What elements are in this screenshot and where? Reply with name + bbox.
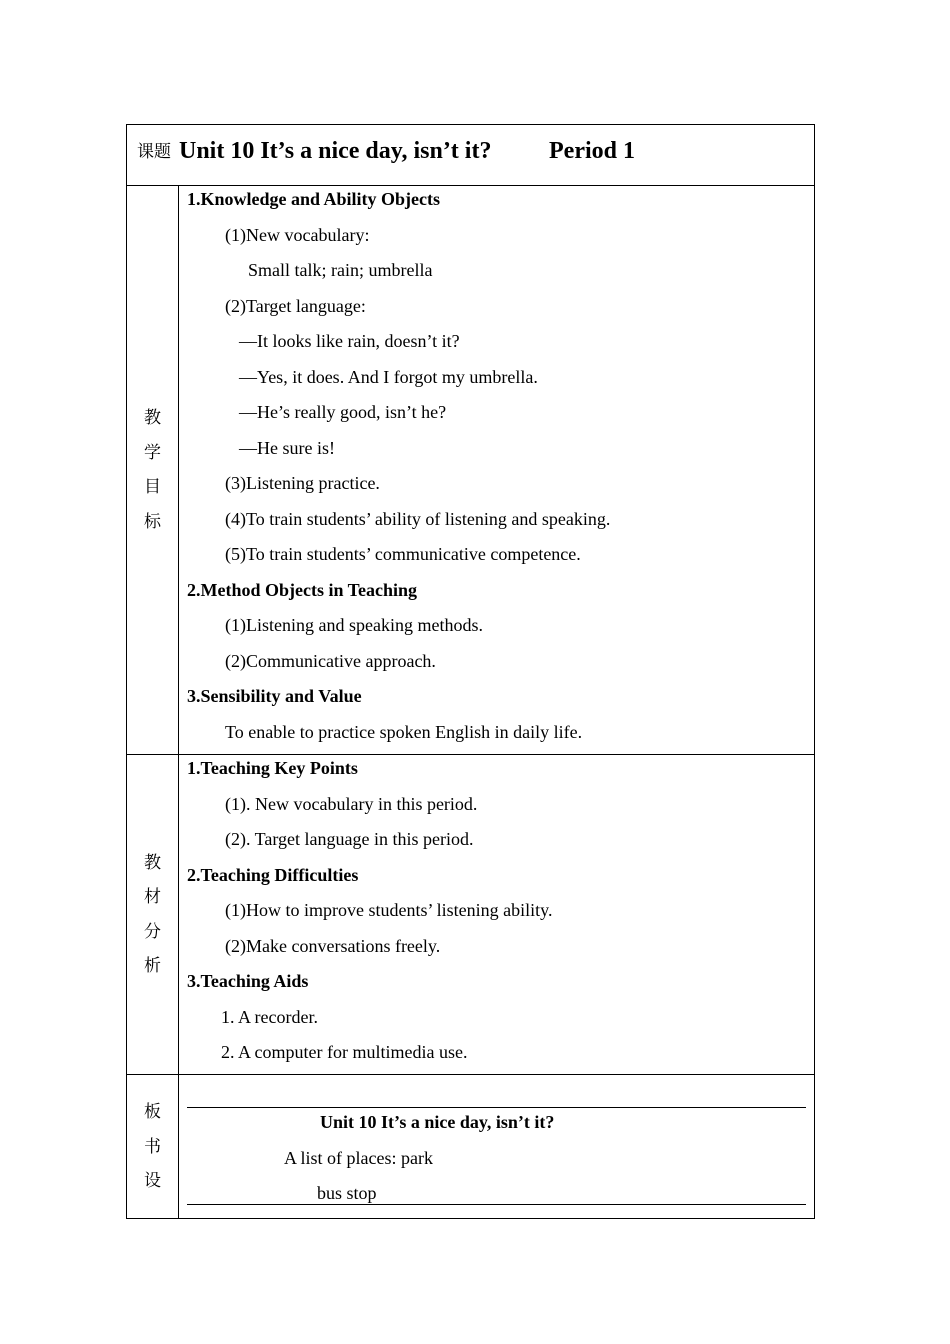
target-heading: (2)Target language: (225, 295, 366, 316)
label-char: 材 (144, 887, 161, 907)
board-content (187, 1109, 806, 1216)
board-title: Unit 10 It’s a nice day, isn’t it? (320, 1112, 555, 1132)
topic-label: 课题 (137, 142, 171, 162)
listening-item: (3)Listening practice. (225, 473, 380, 493)
aids-heading: 3.Teaching Aids (187, 971, 309, 991)
analysis-label (127, 755, 179, 1074)
key-points-heading: 1.Teaching Key Points (187, 758, 358, 778)
label-char: 学 (144, 442, 161, 463)
difficulty-item: (1)How to improve students’ listening ability. (225, 900, 553, 920)
dialogue-line: —He sure is! (239, 437, 335, 458)
dialogue-line: —Yes, it does. And I forgot my umbrella. (239, 366, 538, 387)
dialogue-line: —He’s really good, isn’t he? (239, 402, 447, 422)
label-char: 析 (144, 956, 161, 976)
objectives-row (127, 186, 814, 755)
label-char: 教 (144, 852, 161, 873)
label-char: 分 (144, 921, 161, 942)
period-label: Period 1 (549, 138, 635, 164)
label-char: 书 (144, 1136, 161, 1157)
method-item: (2)Communicative approach. (225, 650, 436, 671)
difficulties-heading: 2.Teaching Difficulties (187, 864, 359, 885)
title-row (127, 125, 814, 186)
board-bus-stop: bus stop (317, 1183, 377, 1203)
key-point-item: (1). New vocabulary in this period. (225, 793, 478, 814)
train-competence-item: (5)To train students’ communicative competence. (225, 544, 581, 564)
label-char: 设 (144, 1171, 161, 1192)
label-char: 教 (144, 408, 161, 428)
knowledge-heading: 1.Knowledge and Ability Objects (187, 189, 441, 209)
aid-item: 1. A recorder. (221, 1006, 318, 1027)
difficulty-item: (2)Make conversations freely. (225, 935, 441, 956)
board-places-line: A list of places: park (284, 1147, 433, 1168)
dialogue-line: —It looks like rain, doesn’t it? (239, 331, 460, 351)
objectives-label (127, 186, 179, 754)
label-char: 板 (144, 1102, 161, 1123)
board-row (127, 1075, 814, 1219)
board-bottom-rule (187, 1204, 806, 1205)
board-top-rule (187, 1107, 806, 1108)
method-heading: 2.Method Objects in Teaching (187, 579, 418, 600)
vocab-heading: (1)New vocabulary: (225, 224, 370, 245)
value-heading: 3.Sensibility and Value (187, 686, 362, 706)
value-text: To enable to practice spoken English in daily life. (225, 721, 583, 742)
vocab-items: Small talk; rain; umbrella (248, 260, 433, 280)
lesson-title: Unit 10 It’s a nice day, isn’t it? (179, 138, 492, 164)
label-char: 标 (144, 511, 161, 532)
train-ability-item: (4)To train students’ ability of listening and speaking. (225, 508, 611, 529)
method-item: (1)Listening and speaking methods. (225, 615, 483, 635)
analysis-row (127, 755, 814, 1075)
objectives-content (187, 186, 806, 754)
analysis-content (187, 755, 806, 1075)
board-label (127, 1075, 179, 1219)
key-point-item: (2). Target language in this period. (225, 829, 474, 849)
label-char: 目 (144, 477, 161, 497)
lesson-plan-table (126, 124, 815, 1219)
aid-item: 2. A computer for multimedia use. (221, 1042, 468, 1062)
